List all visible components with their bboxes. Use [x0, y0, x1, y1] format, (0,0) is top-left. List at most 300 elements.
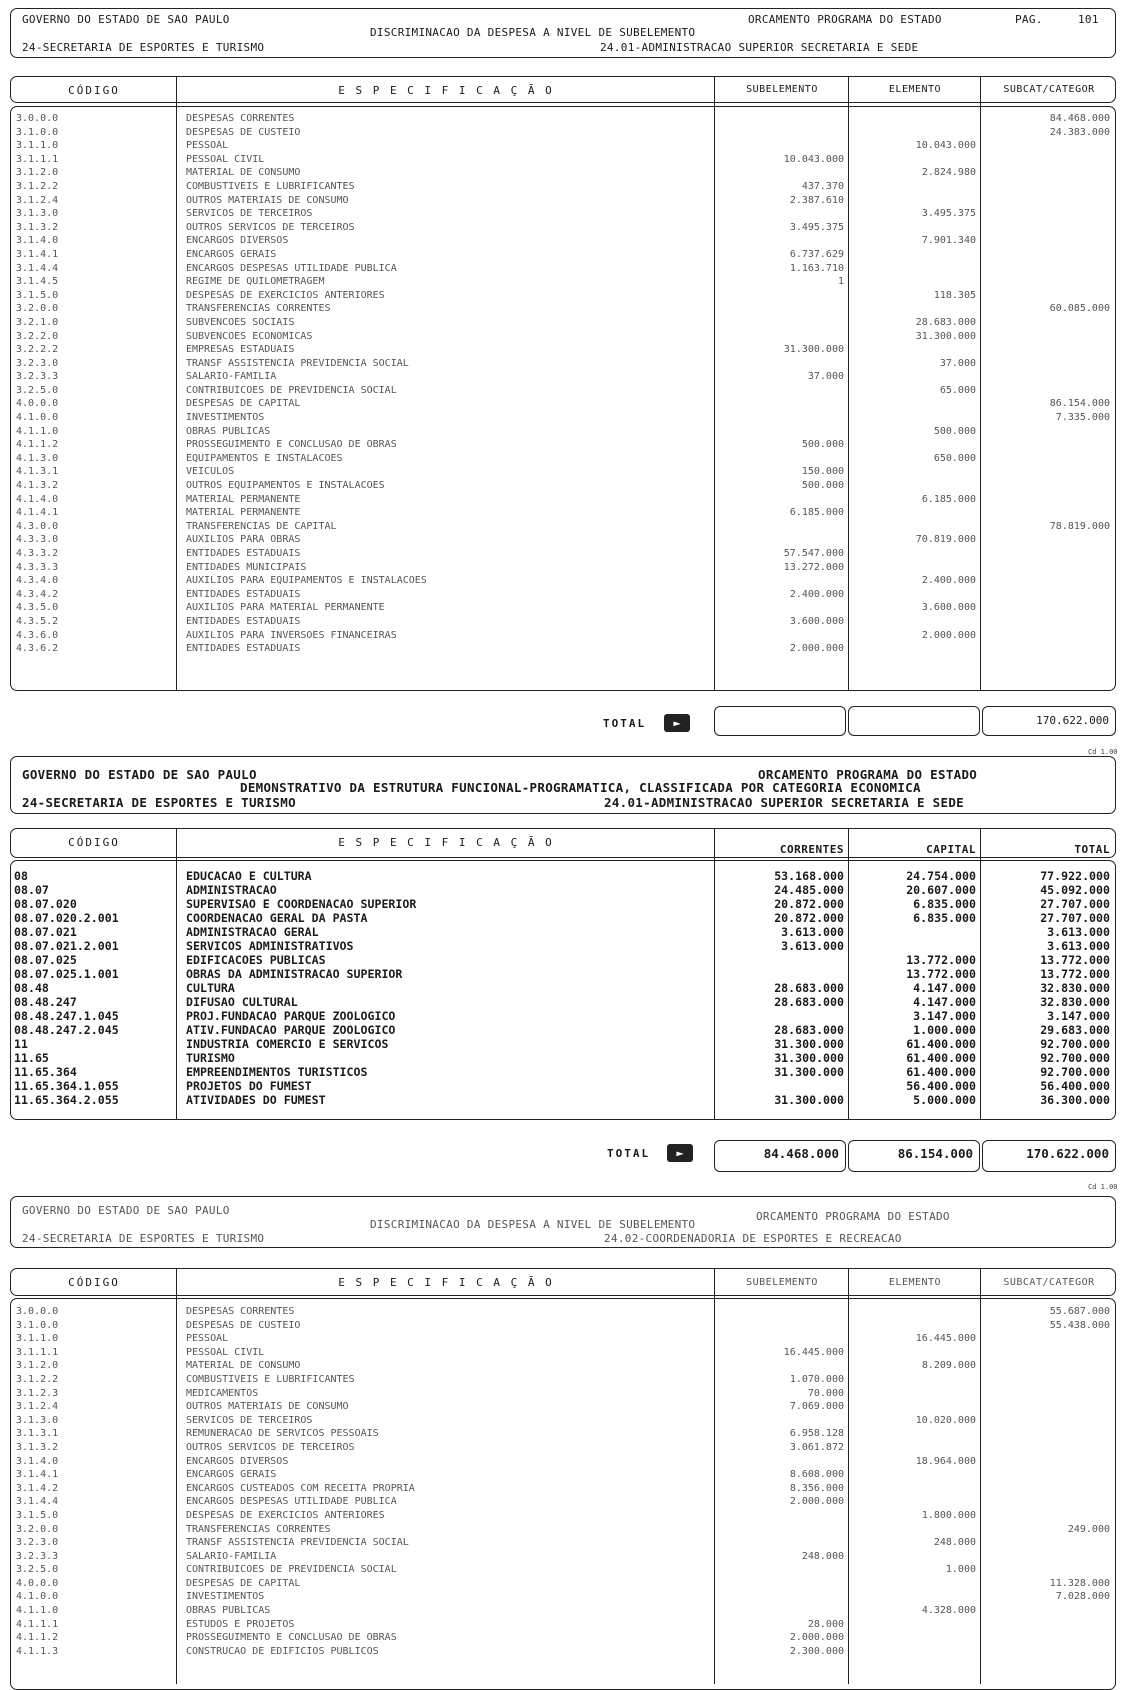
row-especificacao: MATERIAL DE CONSUMO [186, 167, 301, 179]
row-codigo: 3.2.3.0 [16, 357, 59, 369]
row-especificacao: OUTROS EQUIPAMENTOS E INSTALACOES [186, 480, 385, 492]
row-elemento [850, 1441, 976, 1455]
row-codigo: 4.1.3.2 [16, 480, 59, 492]
col-header-capital: CAPITAL [926, 843, 976, 856]
row-especificacao: OUTROS MATERIAIS DE CONSUMO [186, 1401, 349, 1413]
row-subcat [982, 506, 1110, 520]
row-codigo: 4.1.1.2 [16, 1632, 59, 1644]
row-subcat [982, 533, 1110, 547]
row-elemento [850, 1468, 976, 1482]
row-codigo: 4.1.4.0 [16, 493, 59, 505]
row-especificacao: ENTIDADES ESTADUAIS [186, 615, 301, 627]
row-especificacao: PROJ.FUNDACAO PARQUE ZOOLOGICO [186, 1009, 396, 1023]
row-especificacao: COORDENACAO GERAL DA PASTA [186, 911, 368, 925]
row-elemento [850, 1387, 976, 1401]
row-subelemento: 2.300.000 [789, 1645, 844, 1657]
row-subelemento: 37.000 [807, 371, 844, 383]
row-subcat [982, 1427, 1110, 1441]
row-elemento: 3.600.000 [921, 602, 976, 614]
correntes-column [716, 869, 844, 1107]
row-codigo: 3.1.2.0 [16, 1360, 59, 1372]
row-subelemento [716, 302, 844, 316]
col-header-subelemento: SUBELEMENTO [746, 84, 818, 95]
row-especificacao: OUTROS SERVICOS DE TERCEIROS [186, 221, 355, 233]
row-subelemento [716, 112, 844, 126]
row-especificacao: ENTIDADES ESTADUAIS [186, 548, 301, 559]
subcat-column [982, 1305, 1110, 1658]
col-divider [714, 828, 715, 1120]
row-subelemento: 150.000 [801, 466, 844, 478]
row-especificacao: MEDICAMENTOS [186, 1387, 259, 1399]
row-correntes: 3.613.000 [781, 925, 844, 939]
row-subelemento: 3.600.000 [789, 615, 844, 627]
row-codigo: 3.1.3.2 [16, 1441, 59, 1453]
row-codigo: 4.0.0.0 [16, 398, 59, 410]
row-especificacao: PROSSEGUIMENTO E CONCLUSAO DE OBRAS [186, 439, 397, 451]
col-divider [980, 828, 981, 1120]
row-subelemento: 2.000.000 [789, 643, 844, 655]
row-especificacao: ENTIDADES MUNICIPAIS [186, 561, 307, 573]
row-subelemento [716, 330, 844, 344]
row-elemento: 31.300.000 [915, 330, 976, 342]
row-subcat [982, 262, 1110, 276]
row-elemento [850, 1550, 976, 1564]
row-subelemento [716, 316, 844, 330]
row-subcat [982, 1563, 1110, 1577]
row-subcat [982, 1495, 1110, 1509]
row-codigo: 4.3.6.2 [16, 643, 59, 655]
row-subcat [982, 234, 1110, 248]
codigo-column [16, 112, 172, 656]
row-especificacao: OUTROS MATERIAIS DE CONSUMO [186, 194, 349, 206]
row-subelemento: 6.737.629 [789, 248, 844, 260]
row-codigo: 3.1.1.0 [16, 140, 59, 152]
row-subelemento [716, 1590, 844, 1604]
row-correntes: 28.683.000 [774, 1023, 844, 1037]
row-codigo: 3.1.3.1 [16, 1428, 59, 1440]
row-codigo: 3.1.2.4 [16, 194, 59, 206]
col-header-codigo: CÓDIGO [68, 836, 120, 849]
row-especificacao: ENCARGOS DESPESAS UTILIDADE PUBLICA [186, 1496, 397, 1508]
row-subcat [982, 1400, 1110, 1414]
row-especificacao: CONSTRUCAO DE EDIFICIOS PUBLICOS [186, 1645, 379, 1657]
row-correntes: 31.300.000 [774, 1037, 844, 1051]
row-especificacao: PESSOAL CIVIL [186, 1346, 265, 1358]
row-subelemento [716, 533, 844, 547]
row-elemento: 10.020.000 [915, 1414, 976, 1426]
row-especificacao: PESSOAL CIVIL [186, 153, 265, 165]
total-elemento [848, 706, 980, 736]
row-codigo: 3.1.5.0 [16, 1509, 59, 1521]
unidade-label: 24.01-ADMINISTRACAO SUPERIOR SECRETARIA E SEDE [604, 795, 964, 810]
row-subcat: 86.154.000 [1049, 398, 1110, 410]
row-especificacao: EQUIPAMENTOS E INSTALACOES [186, 452, 343, 464]
row-codigo: 3.1.0.0 [16, 126, 59, 138]
row-elemento: 18.964.000 [915, 1455, 976, 1467]
row-total: 32.830.000 [1040, 981, 1110, 995]
row-codigo: 4.0.0.0 [16, 1577, 59, 1589]
row-subcat [982, 248, 1110, 262]
row-subelemento: 3.061.872 [789, 1441, 844, 1453]
row-subcat [982, 452, 1110, 466]
col-header-subcat: SUBCAT/CATEGOR [1003, 1277, 1095, 1288]
row-correntes [716, 967, 844, 981]
page-number: 101 [1078, 13, 1099, 26]
row-subcat [982, 1332, 1110, 1346]
total-arrow-icon: ► [667, 1144, 693, 1162]
row-elemento [850, 547, 976, 561]
row-codigo: 4.3.5.2 [16, 615, 59, 627]
row-total: 27.707.000 [1040, 911, 1110, 925]
row-elemento [850, 1427, 976, 1441]
row-codigo: 4.3.5.0 [16, 602, 59, 614]
row-capital: 61.400.000 [906, 1065, 976, 1079]
row-especificacao: TURISMO [186, 1051, 235, 1065]
row-elemento [850, 262, 976, 276]
row-subcat [982, 1550, 1110, 1564]
row-codigo: 3.1.5.0 [16, 289, 59, 301]
row-subcat [982, 1631, 1110, 1645]
row-elemento: 1.800.000 [921, 1509, 976, 1521]
row-elemento [850, 411, 976, 425]
row-elemento: 2.824.980 [921, 167, 976, 179]
row-especificacao: SUBVENCOES ECONOMICAS [186, 330, 313, 342]
row-elemento [850, 1482, 976, 1496]
row-codigo: 3.1.2.2 [16, 180, 59, 192]
gov-title: GOVERNO DO ESTADO DE SAO PAULO [22, 1204, 230, 1217]
row-subelemento: 437.370 [801, 180, 844, 192]
row-especificacao: EMPRESAS ESTADUAIS [186, 344, 295, 356]
row-subcat [982, 561, 1110, 575]
total-subcat: 170.622.000 [982, 706, 1116, 736]
row-subcat [982, 370, 1110, 384]
row-elemento [850, 1523, 976, 1537]
row-especificacao: DESPESAS DE CAPITAL [186, 1577, 301, 1589]
row-especificacao: SALARIO-FAMILIA [186, 371, 277, 383]
row-elemento: 65.000 [939, 384, 976, 396]
row-elemento [850, 1400, 976, 1414]
row-total: 3.147.000 [1047, 1009, 1110, 1023]
row-especificacao: DESPESAS DE EXERCICIOS ANTERIORES [186, 1509, 385, 1521]
row-correntes: 20.872.000 [774, 897, 844, 911]
row-codigo: 3.2.2.0 [16, 330, 59, 342]
row-subelemento: 3.495.375 [789, 221, 844, 233]
row-codigo: 3.2.0.0 [16, 303, 59, 315]
row-total: 29.683.000 [1040, 1023, 1110, 1037]
row-codigo: 08.07.021.2.001 [14, 939, 119, 953]
row-codigo: 08.07.020 [14, 897, 77, 911]
col-header-subelemento: SUBELEMENTO [746, 1277, 818, 1288]
row-especificacao: ENCARGOS DESPESAS UTILIDADE PUBLICA [186, 262, 397, 274]
row-especificacao: OBRAS PUBLICAS [186, 1605, 271, 1617]
row-subcat [982, 316, 1110, 330]
row-especificacao: COMBUSTIVEIS E LUBRIFICANTES [186, 180, 355, 192]
col-divider [176, 828, 177, 1120]
gov-title: GOVERNO DO ESTADO DE SAO PAULO [22, 13, 230, 26]
row-codigo: 4.1.1.3 [16, 1645, 59, 1657]
row-codigo: 3.1.4.1 [16, 1469, 59, 1481]
row-especificacao: OUTROS SERVICOS DE TERCEIROS [186, 1441, 355, 1453]
row-elemento: 2.400.000 [921, 575, 976, 587]
row-subelemento [716, 1332, 844, 1346]
row-subcat [982, 1468, 1110, 1482]
row-codigo: 3.2.3.0 [16, 1537, 59, 1549]
row-subelemento [716, 207, 844, 221]
row-correntes: 31.300.000 [774, 1051, 844, 1065]
row-especificacao: DESPESAS CORRENTES [186, 1306, 295, 1317]
row-especificacao: ENCARGOS GERAIS [186, 248, 277, 260]
row-correntes: 28.683.000 [774, 981, 844, 995]
row-especificacao: ENCARGOS GERAIS [186, 1469, 277, 1481]
row-elemento [850, 180, 976, 194]
row-total: 3.613.000 [1047, 925, 1110, 939]
row-especificacao: TRANSFERENCIAS CORRENTES [186, 1523, 331, 1535]
row-codigo: 08.48.247.1.045 [14, 1009, 119, 1023]
row-codigo: 3.1.4.1 [16, 248, 59, 260]
row-capital: 24.754.000 [906, 869, 976, 883]
row-total: 13.772.000 [1040, 967, 1110, 981]
row-especificacao: ENTIDADES ESTADUAIS [186, 643, 301, 655]
row-subelemento [716, 452, 844, 466]
row-subelemento [716, 574, 844, 588]
row-subelemento [716, 1305, 844, 1319]
row-subelemento [716, 1604, 844, 1618]
row-codigo: 3.1.2.2 [16, 1373, 59, 1385]
row-subelemento: 28.000 [807, 1618, 844, 1630]
row-especificacao: ENCARGOS DIVERSOS [186, 1455, 289, 1467]
row-codigo: 3.1.4.0 [16, 1455, 59, 1467]
row-subelemento [716, 629, 844, 643]
row-elemento: 1.000 [945, 1564, 976, 1576]
row-elemento [850, 221, 976, 235]
row-especificacao: INVESTIMENTOS [186, 412, 265, 424]
row-codigo: 11 [14, 1037, 28, 1051]
row-subcat [982, 465, 1110, 479]
row-correntes: 24.485.000 [774, 883, 844, 897]
row-subcat [982, 438, 1110, 452]
row-subelemento: 57.547.000 [783, 548, 844, 559]
row-elemento [850, 302, 976, 316]
row-codigo: 4.1.4.1 [16, 507, 59, 519]
row-codigo: 3.1.4.4 [16, 262, 59, 274]
row-subelemento [716, 289, 844, 303]
row-subelemento: 16.445.000 [783, 1346, 844, 1358]
row-subcat [982, 207, 1110, 221]
row-especificacao: CONTRIBUICOES DE PREVIDENCIA SOCIAL [186, 1564, 397, 1576]
row-especificacao: SUPERVISAO E COORDENACAO SUPERIOR [186, 897, 417, 911]
row-subcat [982, 493, 1110, 507]
row-elemento: 4.328.000 [921, 1605, 976, 1617]
row-capital: 3.147.000 [913, 1009, 976, 1023]
row-elemento [850, 520, 976, 534]
row-total: 36.300.000 [1040, 1093, 1110, 1107]
row-subcat [982, 642, 1110, 656]
row-codigo: 08.48.247.2.045 [14, 1023, 119, 1037]
row-elemento: 118.305 [933, 289, 976, 301]
row-subelemento [716, 1359, 844, 1373]
row-capital [850, 939, 976, 953]
row-subelemento [716, 234, 844, 248]
row-subcat [982, 1414, 1110, 1428]
row-total: 27.707.000 [1040, 897, 1110, 911]
col-header-total: TOTAL [1074, 843, 1110, 856]
row-codigo: 3.2.2.2 [16, 344, 59, 356]
total-label: TOTAL [607, 1147, 651, 1160]
row-codigo: 3.1.4.5 [16, 276, 59, 288]
row-capital [850, 925, 976, 939]
row-elemento: 248.000 [933, 1537, 976, 1549]
row-subcat [982, 289, 1110, 303]
row-subelemento [716, 1319, 844, 1333]
row-subelemento [716, 397, 844, 411]
row-subcat: 24.383.000 [1049, 126, 1110, 138]
row-codigo: 3.0.0.0 [16, 113, 59, 124]
row-subcat [982, 601, 1110, 615]
row-subcat [982, 1536, 1110, 1550]
row-subelemento [716, 1414, 844, 1428]
row-codigo: 4.1.1.2 [16, 439, 59, 451]
row-subcat: 11.328.000 [1049, 1577, 1110, 1589]
row-total: 45.092.000 [1040, 883, 1110, 897]
row-especificacao: PESSOAL [186, 140, 229, 152]
page-label: PAG. [1015, 13, 1043, 26]
row-elemento: 7.901.340 [921, 235, 976, 247]
row-elemento [850, 615, 976, 629]
row-elemento [850, 1495, 976, 1509]
row-elemento [850, 248, 976, 262]
row-subelemento [716, 357, 844, 371]
row-elemento [850, 561, 976, 575]
row-especificacao: EMPREENDIMENTOS TURISTICOS [186, 1065, 368, 1079]
row-subcat [982, 615, 1110, 629]
row-capital: 56.400.000 [906, 1079, 976, 1093]
row-especificacao: ADMINISTRACAO [186, 883, 277, 897]
row-subelemento [716, 411, 844, 425]
row-especificacao: ENCARGOS DIVERSOS [186, 235, 289, 247]
col-divider [176, 76, 177, 691]
row-subelemento: 13.272.000 [783, 561, 844, 573]
row-subelemento [716, 601, 844, 615]
col-divider [980, 1268, 981, 1684]
row-subelemento [716, 1523, 844, 1537]
row-elemento: 70.819.000 [915, 534, 976, 546]
row-elemento: 8.209.000 [921, 1360, 976, 1372]
row-especificacao: SERVICOS ADMINISTRATIVOS [186, 939, 354, 953]
row-especificacao: ADMINISTRACAO GERAL [186, 925, 319, 939]
row-especificacao: AUXILIOS PARA MATERIAL PERMANENTE [186, 602, 385, 614]
row-codigo: 3.2.3.3 [16, 1550, 59, 1562]
row-subcat [982, 180, 1110, 194]
row-codigo: 3.1.3.2 [16, 221, 59, 233]
row-especificacao: ENCARGOS CUSTEADOS COM RECEITA PROPRIA [186, 1482, 415, 1494]
col-header-correntes: CORRENTES [779, 843, 844, 856]
row-total: 3.613.000 [1047, 939, 1110, 953]
row-codigo: 4.1.3.0 [16, 452, 59, 464]
total-subelemento [714, 706, 846, 736]
row-codigo: 11.65.364.2.055 [14, 1093, 119, 1107]
row-elemento [850, 1645, 976, 1659]
total-label: TOTAL [603, 717, 647, 730]
row-subcat [982, 1604, 1110, 1618]
row-subelemento [716, 520, 844, 534]
col-divider [848, 1268, 849, 1684]
row-especificacao: OBRAS PUBLICAS [186, 425, 271, 437]
row-codigo: 08.48.247 [14, 995, 77, 1009]
row-elemento: 6.185.000 [921, 493, 976, 505]
orcamento-title: ORCAMENTO PROGRAMA DO ESTADO [756, 1210, 950, 1223]
row-subcat: 249.000 [1067, 1523, 1110, 1535]
row-elemento [850, 1590, 976, 1604]
row-capital: 1.000.000 [913, 1023, 976, 1037]
row-especificacao: DESPESAS CORRENTES [186, 113, 295, 124]
row-total: 77.922.000 [1040, 869, 1110, 883]
row-subelemento: 500.000 [801, 480, 844, 492]
row-subelemento: 1 [837, 276, 844, 288]
row-elemento [850, 397, 976, 411]
row-especificacao: DESPESAS DE CUSTEIO [186, 1319, 301, 1331]
row-subcat [982, 547, 1110, 561]
especificacao-column [186, 112, 706, 656]
row-subcat [982, 1359, 1110, 1373]
row-total: 92.700.000 [1040, 1037, 1110, 1051]
row-elemento [850, 1319, 976, 1333]
row-especificacao: TRANSF ASSISTENCIA PREVIDENCIA SOCIAL [186, 1537, 409, 1549]
row-subelemento [716, 425, 844, 439]
col-divider [714, 76, 715, 691]
row-subelemento [716, 1577, 844, 1591]
row-subelemento: 1.070.000 [789, 1373, 844, 1385]
row-total: 92.700.000 [1040, 1065, 1110, 1079]
row-elemento [850, 126, 976, 140]
row-subcat [982, 1373, 1110, 1387]
row-subcat [982, 1482, 1110, 1496]
row-codigo: 4.3.6.0 [16, 629, 59, 641]
row-elemento [850, 275, 976, 289]
row-subelemento: 1.163.710 [789, 262, 844, 274]
row-subcat [982, 588, 1110, 602]
row-codigo: 4.3.4.0 [16, 575, 59, 587]
row-especificacao: EDIFICACOES PUBLICAS [186, 953, 326, 967]
report-title: DEMONSTRATIVO DA ESTRUTURA FUNCIONAL-PROGRAMATICA, CLASSIFICADA POR CATEGORIA ECONOMICA [240, 780, 921, 795]
row-subcat [982, 275, 1110, 289]
row-subcat [982, 574, 1110, 588]
row-elemento: 37.000 [939, 357, 976, 369]
row-subcat [982, 357, 1110, 371]
row-subelemento [716, 1455, 844, 1469]
row-codigo: 08.07.021 [14, 925, 77, 939]
col-header-especificacao: E S P E C I F I C A Ç Ã O [338, 1276, 554, 1289]
row-capital: 20.607.000 [906, 883, 976, 897]
row-subcat: 60.085.000 [1049, 303, 1110, 315]
col-header-elemento: ELEMENTO [888, 1277, 942, 1288]
row-codigo: 3.1.1.1 [16, 153, 59, 165]
row-codigo: 08 [14, 869, 28, 883]
row-subcat [982, 1441, 1110, 1455]
row-correntes: 53.168.000 [774, 869, 844, 883]
row-subelemento [716, 139, 844, 153]
row-subcat [982, 194, 1110, 208]
row-elemento [850, 194, 976, 208]
row-especificacao: ENTIDADES ESTADUAIS [186, 588, 301, 600]
row-codigo: 4.3.4.2 [16, 588, 59, 600]
row-subcat [982, 1455, 1110, 1469]
row-elemento [850, 479, 976, 493]
orcamento-title: ORCAMENTO PROGRAMA DO ESTADO [748, 13, 942, 26]
row-correntes: 20.872.000 [774, 911, 844, 925]
row-codigo: 3.2.3.3 [16, 371, 59, 383]
subelemento-column [716, 112, 844, 656]
row-subcat [982, 221, 1110, 235]
